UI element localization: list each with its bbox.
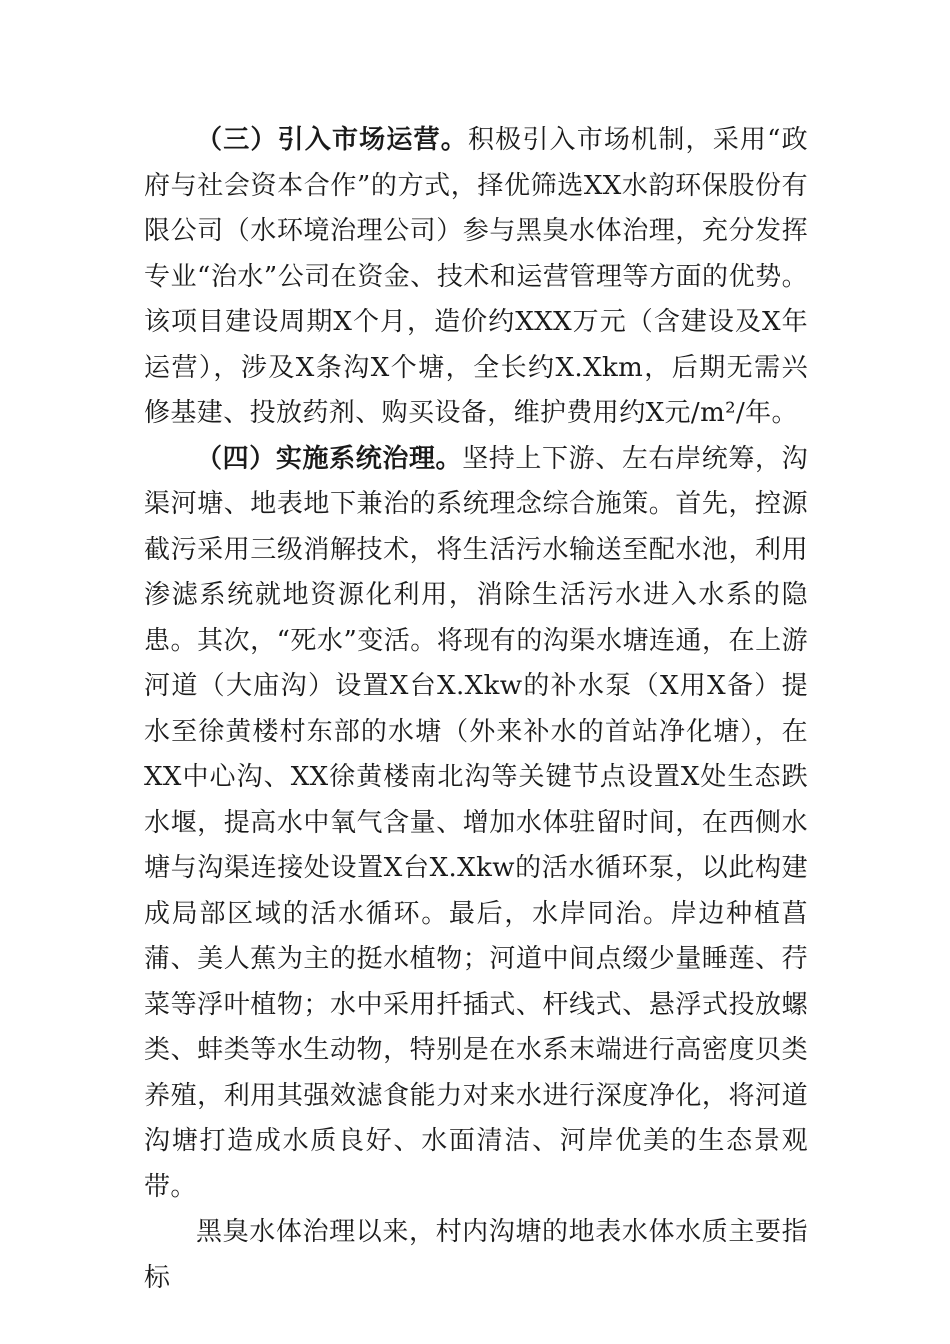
paragraph-body: 坚持上下游、左右岸统筹，沟渠河塘、地表地下兼治的系统理念综合施策。首先，控源截污采用三级消解技术，将生活污水输送至配水池，利用渗滤系统就地资源化利用，消除生活污水进入水系的隐患。其次，“死水”变活。将现有的沟渠水塘连通，在上游河道（大庙沟）设置X台X.Xkw的补水泵（X用X备）提水至徐黄楼村东部的水塘（外来补水的首站净化塘），在XX中心沟、XX徐黄楼南北沟等关键节点设置X处生态跌水堰，提高水中氧气含量、增加水体驻留时间，在西侧水塘与沟渠连接处设置X台X.Xkw的活水循环泵，以此构建成局部区域的活水循环。最后，水岸同治。岸边种植菖蒲、美人蕉为主的挺水植物；河道中间点缀少量睡莲、荇菜等浮叶植物；水中采用扦插式、杆线式、悬浮式投放螺类、蚌类等水生动物，特别是在水系末端进行高密度贝类养殖，利用其强效滤食能力对来水进行深度净化，将河道沟塘打造成水质良好、水面清洁、河岸优美的生态景观带。	[144, 443, 808, 1202]
body-text	[144, 118, 808, 1301]
paragraph-body: 黑臭水体治理以来，村内沟塘的地表水体水质主要指标	[144, 1217, 808, 1293]
paragraph-market-operation	[144, 118, 808, 437]
paragraph-heading: （四）实施系统治理。	[196, 443, 463, 474]
paragraph-body: 积极引入市场机制，采用“政府与社会资本合作”的方式，择优筛选XX水韵环保股份有限公司（水环境治理公司）参与黑臭水体治理，充分发挥专业“治水”公司在资金、技术和运营管理等方面的优势。该项目建设周期X个月，造价约XXX万元（含建设及X年运营），涉及X条沟X个塘，全长约X.Xkm，后期无需兴修基建、投放药剂、购买设备，维护费用约X元/m²/年。	[144, 125, 808, 428]
paragraph-heading: （三）引入市场运营。	[196, 125, 468, 155]
paragraph-system-governance	[144, 437, 808, 1211]
paragraph-results	[144, 1210, 808, 1301]
